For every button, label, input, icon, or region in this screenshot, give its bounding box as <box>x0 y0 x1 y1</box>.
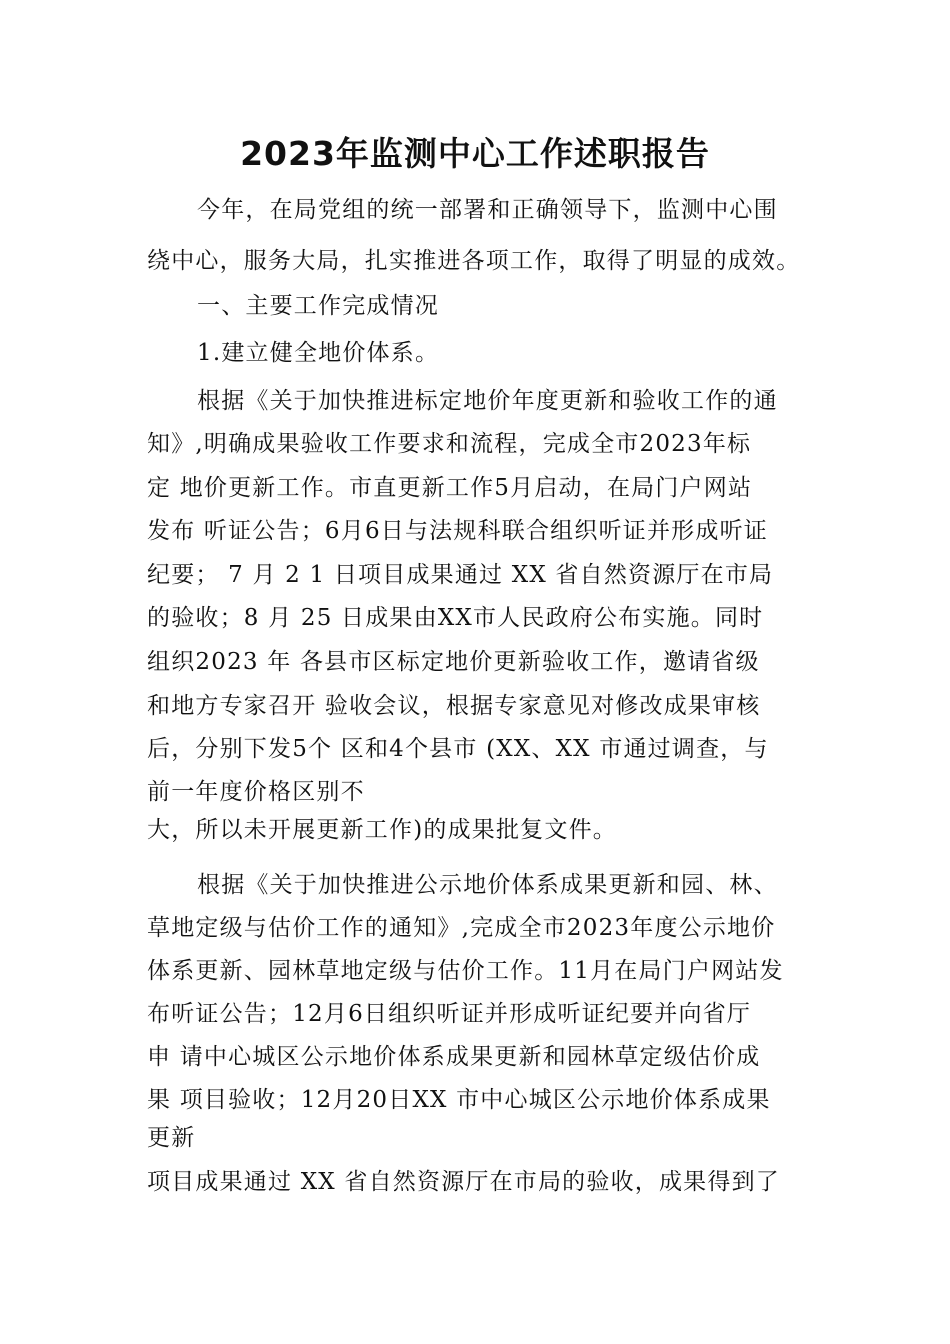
paragraph-line: 绕中心，服务大局，扎实推进各项工作，取得了明显的成效。 <box>147 248 801 274</box>
subsection-heading: 1.建立健全地价体系。 <box>197 340 440 366</box>
paragraph-line: 根据《关于加快推进公示地价体系成果更新和园、林、 <box>197 872 778 898</box>
paragraph-line: 的验收；8 月 25 日成果由XX市人民政府公布实施。同时 <box>147 605 764 631</box>
paragraph-line: 根据《关于加快推进标定地价年度更新和验收工作的通 <box>197 388 778 414</box>
paragraph-line: 定 地价更新工作。市直更新工作5月启动，在局门户网站 <box>147 475 753 501</box>
paragraph-line: 今年，在局党组的统一部署和正确领导下，监测中心围 <box>197 197 778 223</box>
paragraph-line: 和地方专家召开 验收会议，根据专家意见对修改成果审核 <box>147 693 761 719</box>
document-title: 2023年监测中心工作述职报告 <box>240 134 710 173</box>
paragraph-line: 更新 <box>147 1125 196 1151</box>
section-heading: 一、主要工作完成情况 <box>197 293 439 319</box>
paragraph-line: 纪要； 7 月 2 1 日项目成果通过 XX 省自然资源厅在市局 <box>147 562 774 588</box>
paragraph-line: 后，分别下发5个 区和4个县市 (XX、XX 市通过调查，与 <box>147 736 769 762</box>
paragraph-line: 项目成果通过 XX 省自然资源厅在市局的验收，成果得到了 <box>147 1169 780 1195</box>
paragraph-line: 体系更新、园林草地定级与估价工作。11月在局门户网站发 <box>147 958 784 984</box>
paragraph-line: 发布 听证公告；6月6日与法规科联合组织听证并形成听证 <box>147 518 768 544</box>
paragraph-line: 申 请中心城区公示地价体系成果更新和园林草定级估价成 <box>147 1044 761 1070</box>
paragraph-line: 知》,明确成果验收工作要求和流程，完成全市2023年标 <box>147 431 752 457</box>
paragraph-line: 前一年度价格区别不 <box>147 779 365 805</box>
paragraph-line: 果 项目验收；12月20日XX 市中心城区公示地价体系成果 <box>147 1087 771 1113</box>
paragraph-line: 草地定级与估价工作的通知》,完成全市2023年度公示地价 <box>147 915 776 941</box>
paragraph-line: 布听证公告；12月6日组织听证并形成听证纪要并向省厅 <box>147 1001 752 1027</box>
paragraph-line: 大，所以未开展更新工作)的成果批复文件。 <box>147 817 617 843</box>
paragraph-line: 组织2023 年 各县市区标定地价更新验收工作，邀请省级 <box>147 649 760 675</box>
